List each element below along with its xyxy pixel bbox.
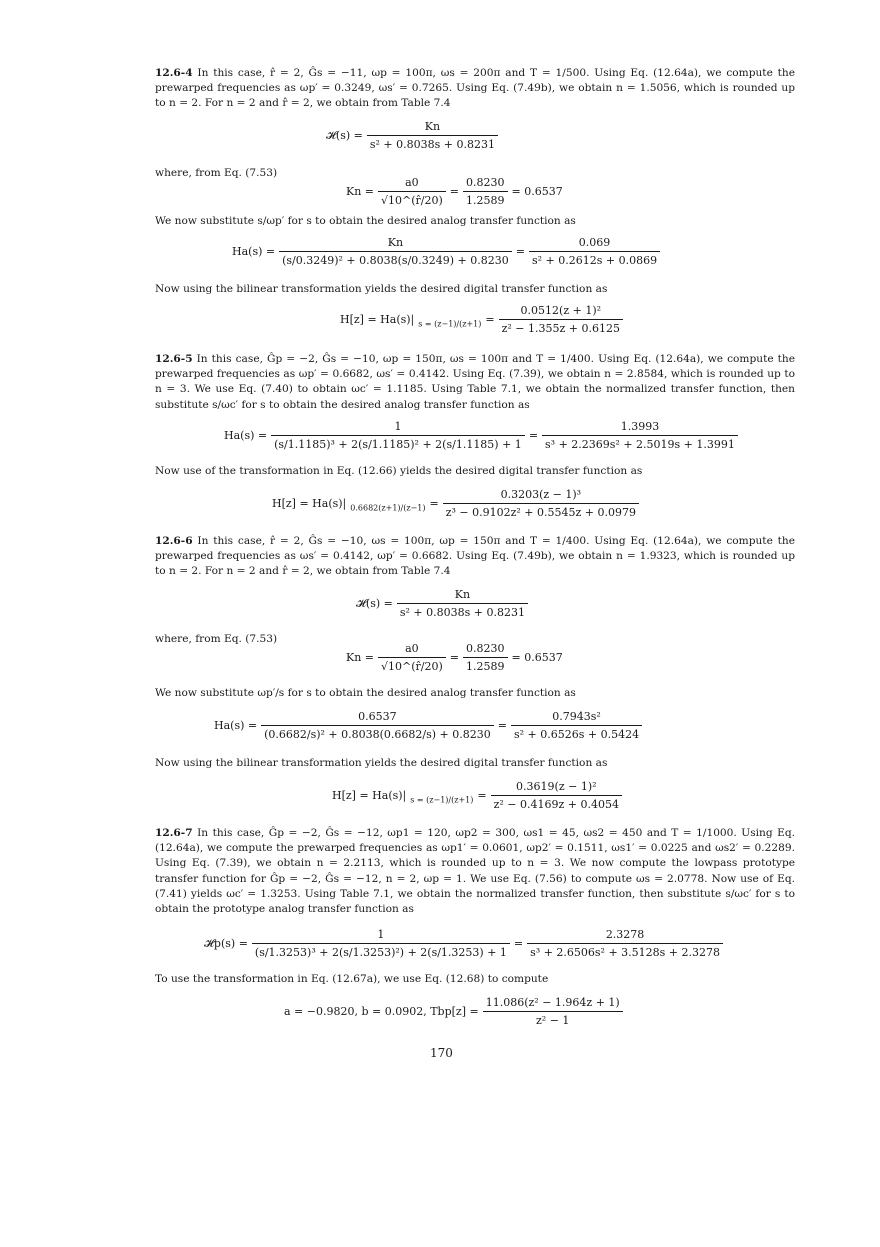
transform-text: Now use of the transformation in Eq. (12.66) yields the desired digital transfer function as	[155, 465, 643, 477]
problem-12-6-7-text: 12.6-7 In this case, Ĝp = −2, Ĝs = −12, ωp1 = 120, ωp2 = 300, ωs1 = 45, ωs2 = 450 and T = 1/1000. Using Eq. (12.64a), we compute the prewarped frequencies as ωp1′ = 0.0601, ωp2′ = 0.1511, ωs1′ = 0.0225 and ωs2′ = 0.2289. Using Eq. (7.39), we obtain n = 2.2113, which is rounded up to n = 3. We now compute the lowpass prototype transfer function for Ĝp = −2, Ĝs = −12, n = 2, ωp = 1. We use Eq. (7.56) to compute ωs = 2.0778. Now use of Eq. (7.41) yields ωc′ = 1.3253. Using Table 7.1, we obtain the normalized transfer function, then substitute s/ωc′ for s to obtain the prototype analog transfer function as	[155, 827, 795, 916]
equation-kn: Kn = $\frac{a0}{√10\^{}(r̂/20)}$ = $\frac{0.8230}{1.2589}$ = 0.6537	[346, 176, 563, 207]
equation-hz: H[z] = Ha(s)| $_{s = (z-1)/(z+1)}$ = $\frac{\text{0.0512(z + 1)²}}{\text{z² − 1.355z + 0.6125}}$	[336, 304, 623, 335]
problem-label: 12.6-6	[155, 535, 193, 547]
equation-ha: Ha(s) = $\frac{0.6537}{\text{(0.6682/s)² + 0.8038(0.6682/s) + 0.8230}}$ = $\frac{\text{0.7943s²}}{\text{s² + 0.6526s + 0.5424}}$	[210, 710, 642, 741]
equation-hp: 𝓗p(s) = $\frac{1}{\text{(s/1.3253)³ + 2(s/1.3253)²) + 2(s/1.3253) + 1}}$ = $\frac{2.3278}{\text{s³ + 2.6506s² + 3.5128s + 2.3278}}$	[200, 928, 723, 959]
equation-hz: H[z] = Ha(s)| $_{0.6682(z+1)/(z-1)}$ = $\frac{\text{0.3203(z − 1)³}}{\text{z³ − 0.9102z² + 0.5545z + 0.0979}}$	[268, 488, 639, 519]
equation-tbp: a = −0.9820, b = 0.0902, Tbp[z] = $\frac{\text{11.086(z² − 1.964z + 1)}}{\text{z² − 1}}$	[280, 996, 623, 1027]
problem-12-6-5-text: 12.6-5 In this case, Ĝp = −2, Ĝs = −10, ωp = 150π, ωs = 100π and T = 1/400. Using Eq. (12.64a), we compute the prewarped frequencies as ωp′ = 0.6682, ωs′ = 0.4142. Using Eq. (7.39), we obtain n = 2.8584, which is rounded up to n = 3. We use Eq. (7.40) to obtain ωc′ = 1.1185. Using Table 7.1, we obtain the normalized transfer function, then substitute s/ωc′ for s to obtain the desired analog transfer function as	[155, 353, 795, 411]
where-text: where, from Eq. (7.53)	[155, 167, 278, 179]
use-text: To use the transformation in Eq. (12.67a), we use Eq. (12.68) to compute	[155, 973, 549, 985]
equation-h-prototype: 𝓗(s) = $\frac{Kn}{\text{s² + 0.8038s + 0.8231}}$	[352, 588, 528, 619]
where-text: where, from Eq. (7.53)	[155, 633, 278, 645]
equation-ha: Ha(s) = $\frac{Kn}{\text{(s/0.3249)² + 0.8038(s/0.3249) + 0.8230}}$ = $\frac{0.069}{\text{s² + 0.2612s + 0.0869}}$	[228, 236, 660, 267]
substitute-text: We now substitute ωp′/s for s to obtain the desired analog transfer function as	[155, 687, 576, 699]
page-number: 170	[430, 1046, 453, 1060]
bilinear-text: Now using the bilinear transformation yields the desired digital transfer function as	[155, 283, 608, 295]
equation-kn: Kn = $\frac{a0}{√10\^{}(r̂/20)}$ = $\frac{0.8230}{1.2589}$ = 0.6537	[346, 642, 563, 673]
problem-label: 12.6-7	[155, 827, 193, 839]
equation-ha: Ha(s) = $\frac{1}{\text{(s/1.1185)³ + 2(s/1.1185)² + 2(s/1.1185) + 1}}$ = $\frac{1.3993}{\text{s³ + 2.2369s² + 2.5019s + 1.3991}}$	[220, 420, 738, 451]
problem-label: 12.6-4	[155, 67, 193, 79]
equation-h-prototype: 𝓗(s) = $\frac{Kn}{\text{s² + 0.8038s + 0.8231}}$	[322, 120, 498, 151]
bilinear-text: Now using the bilinear transformation yields the desired digital transfer function as	[155, 757, 608, 769]
substitute-text: We now substitute s/ωp′ for s to obtain the desired analog transfer function as	[155, 215, 576, 227]
problem-12-6-6-text: 12.6-6 In this case, r̂ = 2, Ĝs = −10, ωs = 100π, ωp = 150π and T = 1/400. Using Eq. (12.64a), we compute the prewarped frequencies as ωs′ = 0.4142, ωp′ = 0.6682. Using Eq. (7.49b), we obtain n = 1.9323, which is rounded up to n = 2. For n = 2 and r̂ = 2, we obtain from Table 7.4	[155, 535, 795, 578]
problem-12-6-4-text: 12.6-4 In this case, r̂ = 2, Ĝs = −11, ωp = 100π, ωs = 200π and T = 1/500. Using Eq. (12.64a), we compute the prewarped frequencies as ωp′ = 0.3249, ωs′ = 0.7265. Using Eq. (7.49b), we obtain n = 1.5056, which is rounded up to n = 2. For n = 2 and r̂ = 2, we obtain from Table 7.4	[155, 67, 795, 110]
equation-hz: H[z] = Ha(s)| $_{s = (z-1)/(z+1)}$ = $\frac{\text{0.3619(z − 1)²}}{\text{z² − 0.4169z + 0.4054}}$	[328, 780, 622, 811]
problem-label: 12.6-5	[155, 353, 193, 365]
